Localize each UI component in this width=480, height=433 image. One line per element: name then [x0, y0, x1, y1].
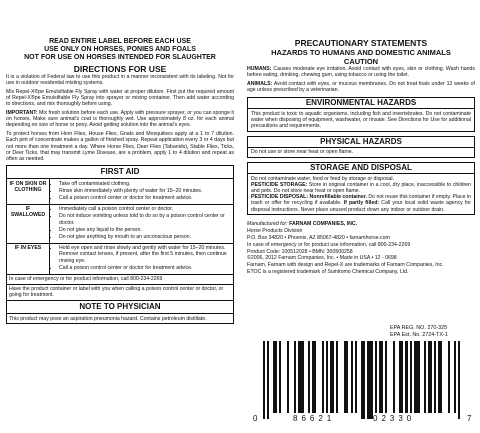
manufacturer-info: [247, 221, 475, 275]
directions-title: DIRECTIONS FOR USE: [73, 64, 167, 74]
partly-filled-label: If partly filled:: [343, 200, 380, 207]
physical-hazards-box: [247, 136, 475, 158]
storage-general: Do not contaminate water, food or feed by storage or disposal.: [251, 175, 395, 182]
barcode-lead-digit: 0: [253, 414, 258, 423]
barcode-bar: [460, 341, 462, 413]
first-aid-table: [6, 165, 234, 324]
first-aid-emergency: In case of emergency or for product information, call 800-234-2269: [7, 274, 234, 284]
label-warning-3: NOT FOR USE ON HORSES INTENDED FOR SLAUGHTER: [24, 54, 216, 61]
barcode-check-digit: 7: [467, 414, 472, 423]
manufacturer-prefix: Manufactured for:: [247, 221, 288, 228]
animals-label: ANIMALS:: [247, 80, 273, 87]
storage-disposal-text: [248, 174, 474, 214]
directions-important: [6, 110, 234, 129]
storage-pesticide: [251, 182, 471, 194]
manufacturer-division: Horse Products Division: [247, 228, 303, 235]
trademark-line: Farnam, Farnam with design and Repel-X are trademarks of Farnam Companies, Inc.: [247, 262, 444, 269]
first-aid-container-note: Have the product container or label with you when calling a poison control center or doctor, or going for treatment.: [7, 284, 234, 300]
first-aid-label: IF ON SKIN OR CLOTHING: [7, 179, 50, 205]
first-aid-instructions: [50, 243, 234, 274]
list-item: • Take off contaminated clothing.: [59, 181, 231, 187]
manufacturer-emergency: In case of emergency or for product use information, call 800-234-2269: [247, 241, 411, 248]
physical-hazards-title: PHYSICAL HAZARDS: [248, 137, 474, 148]
humans-statement: [247, 66, 475, 78]
environmental-hazards-title: ENVIRONMENTAL HAZARDS: [248, 98, 474, 109]
disposal-text-1: Do not reuse this container if empty. Place in trash or offer for recycling if available.: [251, 194, 471, 207]
barcode: [253, 341, 475, 427]
barcode-left-digits: 86621: [293, 414, 336, 423]
storage-disposal-box: [247, 162, 475, 215]
physical-hazards-text: Do not use or store near heat or open flame.: [251, 149, 354, 156]
animals-statement: [247, 81, 475, 93]
hazards-humans-title: HAZARDS TO HUMANS AND DOMESTIC ANIMALS: [271, 48, 451, 57]
list-item: • Call a poison control center or doctor for treatment advice.: [59, 265, 231, 271]
important-text: Mix fresh solution before each use. Apply with pressure sprayer, or you can sponge it on horses. Make sure animal's coat is thoroughly wet. Use approximately 8 oz. for each animal depending on size of horse or pony. Avoid getting solution into the animal's eyes.: [6, 110, 234, 129]
list-item: • Do not give any liquid to the person.: [59, 227, 231, 233]
barcode-bars: [263, 341, 463, 413]
physician-note-text: This product may pose an aspiration pneumonia hazard. Contains petroleum distillate.: [7, 314, 234, 324]
list-item: • Rinse skin immediately with plenty of water for 15–20 minutes.: [59, 188, 231, 194]
first-aid-row: [7, 243, 234, 274]
copyright-line: ©2006, 2012 Farnam Companies, Inc. • Made in USA • 12 - 0698: [247, 255, 397, 262]
product-code: Product Code: 100512028 • BMN: 300500258: [247, 248, 353, 255]
list-item: • Do not give anything by mouth to an unconscious person.: [59, 234, 231, 240]
first-aid-label: IF IN EYES: [7, 243, 50, 274]
disposal-label: PESTICIDE DISPOSAL: Nonrefillable container.: [251, 194, 367, 201]
physician-note-title: NOTE TO PHYSICIAN: [7, 301, 234, 314]
precautionary-title: PRECAUTIONARY STATEMENTS: [294, 38, 428, 48]
first-aid-row: [7, 179, 234, 205]
storage-text: Store in original container in a cool, dry place, inaccessible to children and pets. Do not store near heat or open flame.: [251, 181, 471, 195]
list-item: • Call a poison control center or doctor for treatment advice.: [59, 195, 231, 201]
directions-mixing: Mix Repel-X®pe Emulsifiable Fly Spray with water at proper dilution. First put the required amount of Repel-X®pe Emulsifiable Fly Spray into sprayer or mixing container. Then add water according to directions, and mix thoroughly before using.: [6, 88, 234, 108]
caution-title: CAUTION: [343, 57, 379, 66]
first-aid-row: [7, 204, 234, 243]
manufacturer-address: P.O. Box 34820 • Phoenix, AZ 85067-4820 • farnamhorse.com: [247, 234, 390, 241]
list-item: • Immediately call a poison control center or doctor.: [59, 206, 231, 212]
manufacturer-name: FARNAM COMPANIES, INC.: [289, 221, 358, 228]
list-item: • Hold eye open and rinse slowly and gently with water for 15–20 minutes. Remove contact lenses, if present, after the first 5 minutes, then continue rinsing eye.: [59, 245, 231, 264]
epa-est-number: EPA Est. No. 2724-TX-1: [390, 332, 448, 338]
environmental-hazards-box: [247, 97, 475, 132]
label-warning-1: READ ENTIRE LABEL BEFORE EACH USE: [49, 38, 191, 45]
right-column: [247, 38, 475, 276]
first-aid-label: IF SWALLOWED: [7, 204, 50, 243]
environmental-hazards-text: This product is toxic to aquatic organisms, including fish and invertebrates. Do not contaminate water when disposing of equipment, washwater, or rinsate. See Directions for Use for additional precautions and requirements.: [251, 110, 471, 130]
first-aid-instructions: [50, 204, 234, 243]
disposal-text-2: Call your local solid waste agency for disposal instructions. Never place unused product down any indoor or outdoor drain.: [251, 200, 471, 213]
list-item: • Do not induce vomiting unless told to do so by a poison control center or doctor.: [59, 213, 231, 225]
storage-disposal-title: STORAGE AND DISPOSAL: [248, 163, 474, 174]
directions-dilution: To protect horses from Horn Flies, House Flies, Gnats and Mosquitoes apply at a 1 to 7 dilution. Each pint of concentrate makes a gallon of finished spray. Repeat application every 3 or 4 days but not more than one treatment a day. Where Horse Flies, Deer Flies (Tabanids), Stable Flies, Ticks, or Deer Ticks, that may transmit Lyme Disease, are a problem, apply 1 to 4 dilution and repeat as often as needed.: [6, 131, 234, 162]
important-label: IMPORTANT:: [6, 110, 38, 117]
barcode-right-digits: 02330: [373, 414, 416, 423]
label-warning-2: USE ONLY ON HORSES, PONIES AND FOALS: [44, 46, 196, 53]
storage-label: PESTICIDE STORAGE:: [251, 181, 308, 188]
manufacturer-line: [247, 221, 475, 228]
left-column: [6, 38, 234, 324]
animals-text: Avoid contact with eyes, or mucous membranes. Do not treat foals under 12 weeks of age unless prescribed by a veterinarian.: [247, 80, 475, 94]
humans-label: HUMANS:: [247, 66, 272, 72]
disposal-pesticide: [251, 194, 471, 213]
directions-violation: It is a violation of Federal law to use this product in a manner inconsistent with its labeling. Not for use in outdoor residential misting systems.: [6, 74, 234, 87]
humans-text: Causes moderate eye irritation. Avoid contact with eyes, skin or clothing. Wash hands before eating, drinking, chewing gum, using tobacco or using the toilet.: [247, 66, 475, 79]
first-aid-title: FIRST AID: [7, 166, 234, 179]
epa-numbers: [390, 325, 448, 339]
first-aid-instructions: [50, 179, 234, 205]
epa-reg-number: EPA REG. NO. 270-325: [390, 325, 448, 331]
etoc-trademark-line: ETOC is a registered trademark of Sumitomo Chemical Company, Ltd.: [247, 268, 409, 275]
